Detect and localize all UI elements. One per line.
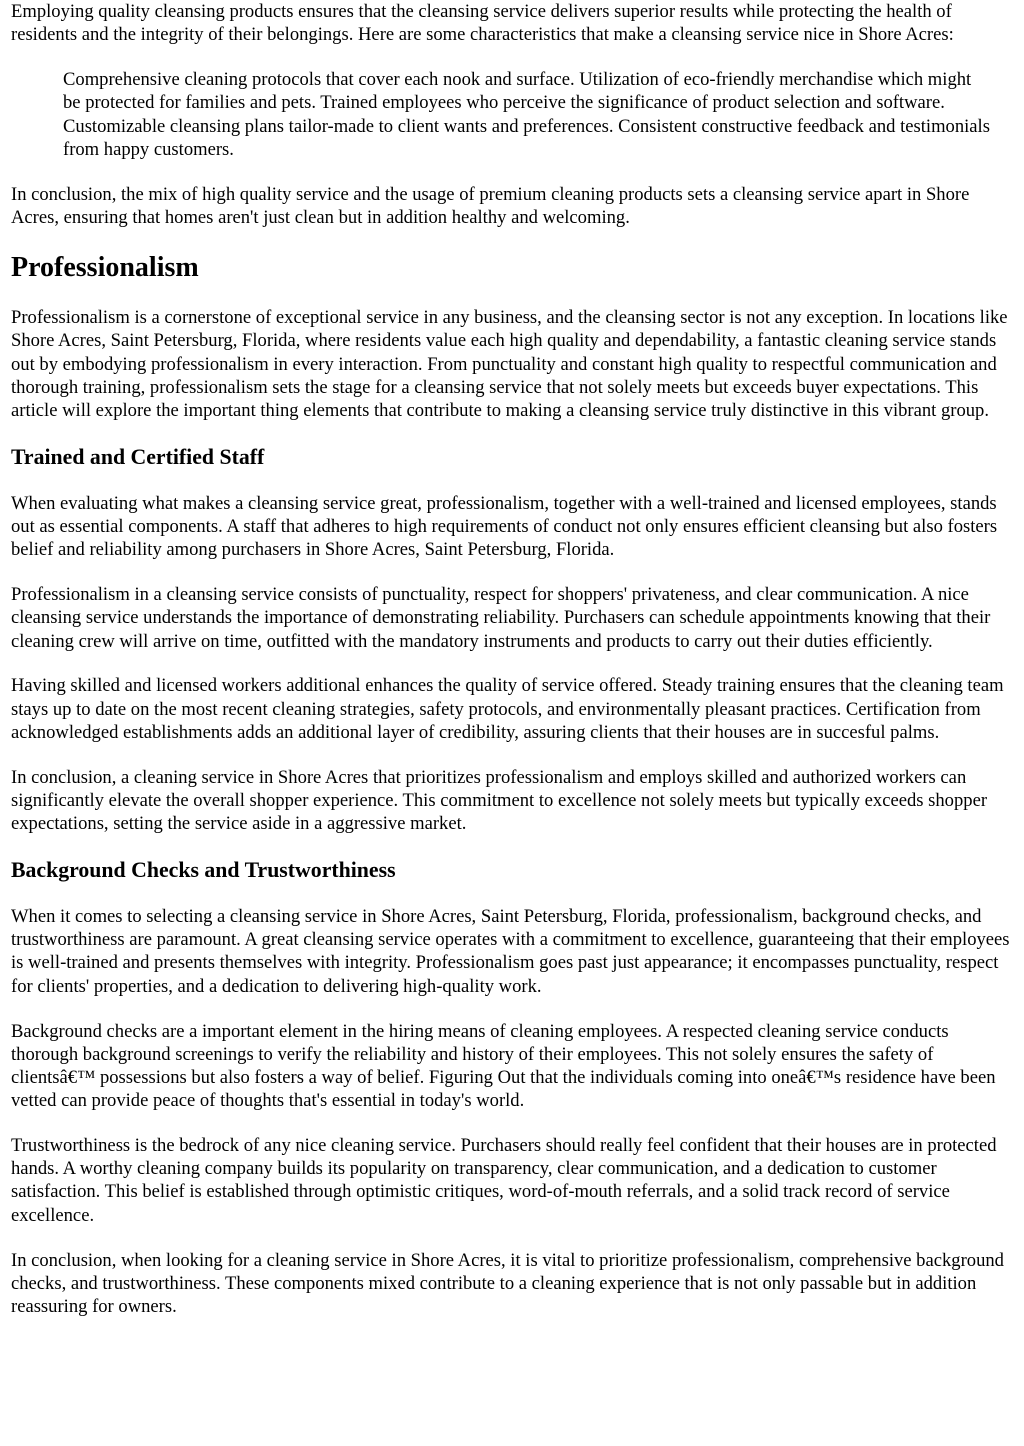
background-paragraph-3: Trustworthiness is the bedrock of any nice cleaning service. Purchasers should really feel confident that their houses are in protected hands. A worthy cleaning company builds its popularity on transparency, clear communication, and a dedication to customer satisfaction. This belief is established through optimistic critiques, word-of-mouth referrals, and a solid track record of service excellence. [11, 1135, 997, 1226]
intro-conclusion: In conclusion, the mix of high quality service and the usage of premium cleaning products sets a cleansing service apart in Shore Acres, ensuring that homes aren't just clean but in addition healthy and welcoming. [11, 183, 970, 228]
background-paragraph-4: In conclusion, when looking for a cleaning service in Shore Acres, it is vital to prioritize professionalism, comprehensive background checks, and trustworthiness. These components mixed contribute to a cleaning experience that is not only passable but in addition reassuring for owners. [11, 1249, 1004, 1317]
intro-paragraph: Employing quality cleansing products ensures that the cleansing service delivers superior results while protecting the health of residents and the integrity of their belongings. Here are some characteristics that make a cleansing service nice in Shore Acres: [11, 1, 954, 46]
section-heading-background-checks: Background Checks and Trustworthiness [11, 858, 396, 883]
trained-paragraph-3: Having skilled and licensed workers additional enhances the quality of service offered. Steady training ensures that the cleaning team stays up to date on the most recent cleaning strategies, safety protocols, and environmentally pleasant practices. Certification from acknowledged establishments adds an additional layer of credibility, assuring clients that their houses are in succesful palms. [11, 675, 1004, 743]
section-heading-professionalism: Professionalism [11, 251, 199, 283]
trained-paragraph-4: In conclusion, a cleaning service in Shore Acres that prioritizes professionalism and employs skilled and authorized workers can significantly elevate the overall shopper experience. This commitment to excellence not solely meets but typically exceeds shopper expectations, setting the service aside in a aggressive market. [11, 766, 988, 835]
section-heading-trained-staff: Trained and Certified Staff [11, 444, 265, 469]
professionalism-paragraph: Professionalism is a cornerstone of exceptional service in any business, and the cleansing sector is not any exception. In locations like Shore Acres, Saint Petersburg, Florida, where residents value each high quality and dependability, a fantastic cleaning service stands out by embodying professionalism in every interaction. From punctuality and constant high quality to respectful communication and thorough training, professionalism sets the stage for a cleansing service that not solely meets but exceeds buyer expectations. This article will explore the important thing elements that contribute to making a cleansing service truly distinctive in this vibrant group. [11, 307, 1008, 421]
characteristics-quote: Comprehensive cleaning protocols that cover each nook and surface. Utilization of eco-friendly merchandise which might be protected for families and pets. Trained employees who perceive the significance of product selection and software. Customizable cleansing plans tailor-made to client wants and preferences. Consistent constructive feedback and testimonials from happy customers. [63, 69, 990, 160]
background-paragraph-2: Background checks are a important element in the hiring means of cleaning employees. A respected cleaning service conducts thorough background screenings to verify the reliability and history of their employees. This not solely ensures the safety of clientsâ€™ possessions but also fosters a way of belief. Figuring Out that the individuals coming into oneâ€™s residence have been vetted can provide peace of thoughts that's essential in today's world. [11, 1020, 996, 1112]
background-paragraph-1: When it comes to selecting a cleansing service in Shore Acres, Saint Petersburg, Florida, professionalism, background checks, and trustworthiness are paramount. A great cleansing service operates with a commitment to excellence, guaranteeing that their employees is well-trained and presents themselves with integrity. Professionalism goes past just appearance; it encompasses punctuality, respect for clients' properties, and a dedication to delivering high-quality work. [11, 906, 1010, 997]
trained-paragraph-2: Professionalism in a cleansing service consists of punctuality, respect for shoppers' privateness, and clear communication. A nice cleansing service understands the importance of demonstrating reliability. Purchasers can schedule appointments knowing that their cleaning crew will arrive on time, outfitted with the mandatory instruments and products to carry out their duties efficiently. [11, 584, 991, 652]
trained-paragraph-1: When evaluating what makes a cleansing service great, professionalism, together with a well-trained and licensed employees, stands out as essential components. A staff that adheres to high requirements of conduct not only ensures efficient cleansing but also fosters belief and reliability among purchasers in Shore Acres, Saint Petersburg, Florida. [11, 492, 998, 561]
